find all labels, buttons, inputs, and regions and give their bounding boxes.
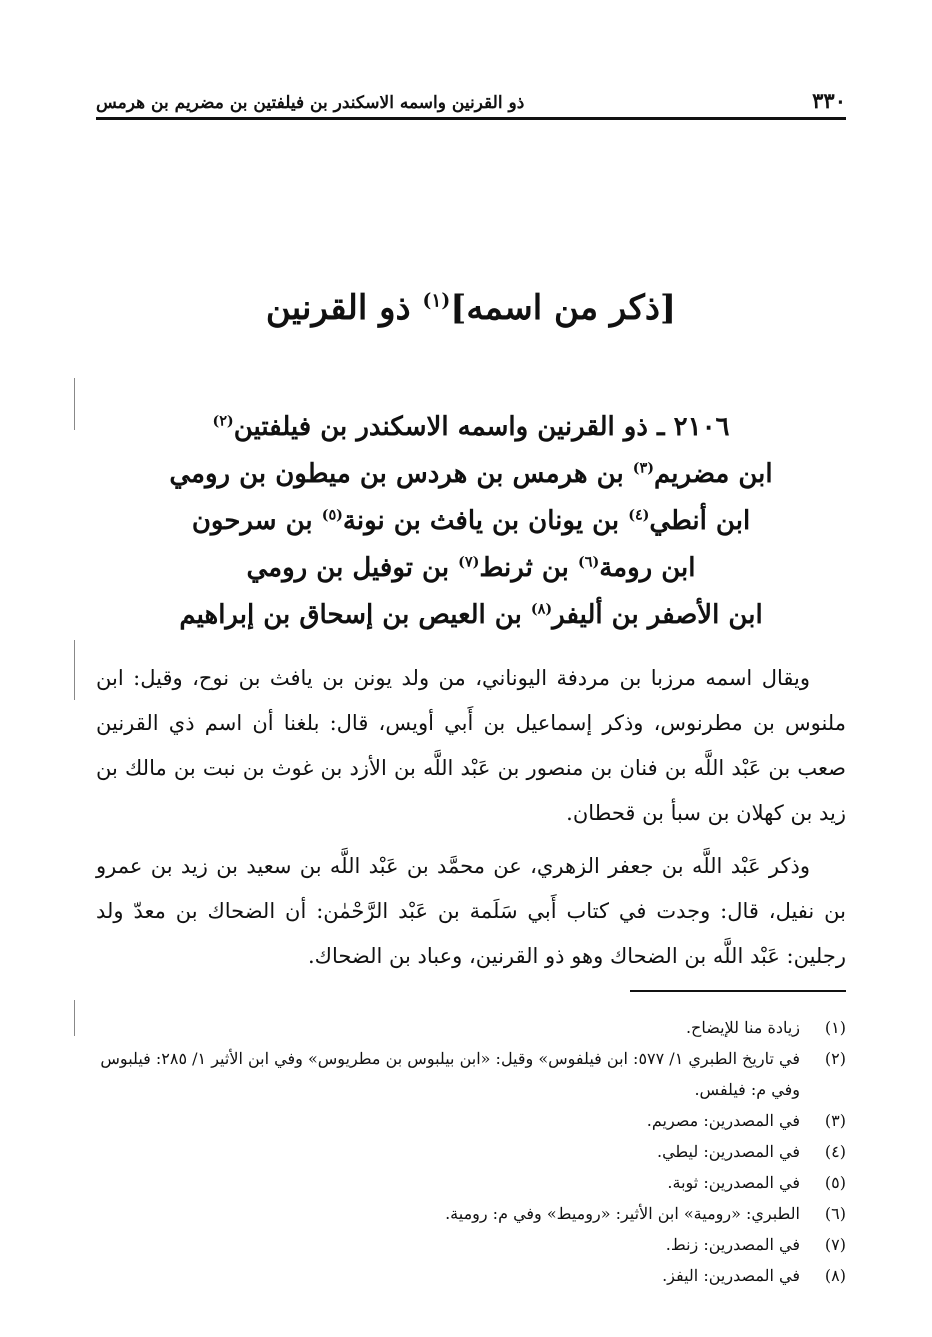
paragraph: ويقال اسمه مرزبا بن مردفة اليوناني، من ولد يونن بن يافث بن نوح، وقيل: ابن ملنوس بن مطرنوس، وذكر إسماعيل بن أَبي أويس، قال: بلغنا أن اسم ذي القرنين صعب بن عَبْد اللَّه بن فنان بن منصور بن عَبْد اللَّه بن الأزد بن غوث بن نبت بن مالك بن زيد بن كهلان بن سبأ بن قحطان. [96,666,846,825]
footnote-number: (٥) [824,1173,846,1192]
lineage-text: بن سرحون [191,506,322,536]
footnotes [90,1012,846,1291]
lineage-text: بن هرمس بن هردس بن ميطون بن رومي [169,459,633,489]
footnote-text: الطبري: «رومية» ابن الأثير: «روميط» وفي م: رومية. [445,1204,800,1223]
lineage-text: ابن أنطي [649,506,751,536]
lineage-text: بن توفيل بن رومي [246,553,459,583]
footnote-text: في المصدرين: زنط. [665,1235,800,1254]
footnote-number: (٢) [824,1049,846,1068]
lineage-text: ٢١٠٦ ـ ذو القرنين واسمه الاسكندر بن فيلفتين [233,412,730,442]
lineage-text: بن يونان بن يافث بن نونة [342,506,629,536]
lineage-line [96,545,846,592]
footnote-number: (٤) [824,1142,846,1161]
lineage-text: ابن مضريم [653,459,773,489]
footnote [90,1229,846,1260]
body-text [96,656,846,987]
footnote-ref: (٧) [458,554,480,571]
footnote-ref: (٨) [530,601,553,618]
footnote-number: (٨) [824,1266,846,1285]
lineage-text: ابن رومة [599,553,696,583]
footnote-number: (٧) [824,1235,846,1254]
footnote [90,1198,846,1229]
footnote-number: (٣) [824,1111,846,1130]
footnote-ref: (١) [422,289,451,312]
footnote-ref: (٣) [632,460,654,477]
scan-margin-mark [74,378,75,430]
chapter-title [96,288,846,329]
chapter-title-text: [ذكر من اسمه] [450,288,677,328]
lineage-text: بن العيص بن إسحاق بن إبراهيم [179,600,531,630]
footnote-text: في المصدرين: ثوبة. [667,1173,800,1192]
footnote [90,1043,846,1105]
footnote-text: في المصدرين: اليفز. [662,1266,800,1285]
footnote [90,1136,846,1167]
lineage-line [96,498,846,545]
footnote-text: في المصدرين: مصريم. [646,1111,800,1130]
footnote-text: في المصدرين: ليطي. [657,1142,800,1161]
running-title: ذو القرنين واسمه الاسكندر بن فيلفتين بن مضريم بن هرمس [96,93,525,113]
chapter-title-name: ذو القرنين [265,288,423,328]
footnote [90,1167,846,1198]
footnote-ref: (٥) [321,507,343,524]
footnote-number: (١) [824,1018,846,1037]
lineage-text: ابن الأصفر بن أليفر [552,600,763,630]
lineage-line [96,404,846,451]
footnote-number: (٦) [824,1204,846,1223]
scan-margin-mark [74,640,75,700]
lineage-line [96,451,846,498]
footnote-ref: (٢) [212,413,234,430]
paragraph: وذكر عَبْد اللَّه بن جعفر الزهري، عن محمَّد بن عَبْد اللَّه بن سعيد بن زيد بن عمرو بن نفيل، قال: وجدت في كتاب أَبي سَلَمة بن عَبْد الرَّحْمٰن: أن الضحاك بن معدّ ولد رجلين: عَبْد اللَّه بن الضحاك وهو ذو القرنين، وعباد بن الضحاك. [96,854,846,968]
lineage-text: بن ثرنط [479,553,578,583]
footnote-divider [630,990,846,992]
footnote [90,1105,846,1136]
footnote-ref: (٤) [628,507,650,524]
scan-margin-mark [74,1000,75,1036]
footnote-ref: (٦) [577,554,600,571]
lineage-line [96,592,846,639]
footnote [90,1260,846,1291]
page-number: ٣٣٠ [812,88,846,113]
page-header [96,84,846,120]
entry-lineage [96,404,846,639]
footnote-text: في تاريخ الطبري ١/ ٥٧٧: ابن فيلفوس» وقيل: «ابن بيلبوس بن مطريوس» وفي ابن الأثير ١/ ٢٨٥: فيلبوس وفي م: فيلفس. [100,1049,800,1099]
footnote [90,1012,846,1043]
footnote-text: زيادة منا للإيضاح. [685,1018,800,1037]
